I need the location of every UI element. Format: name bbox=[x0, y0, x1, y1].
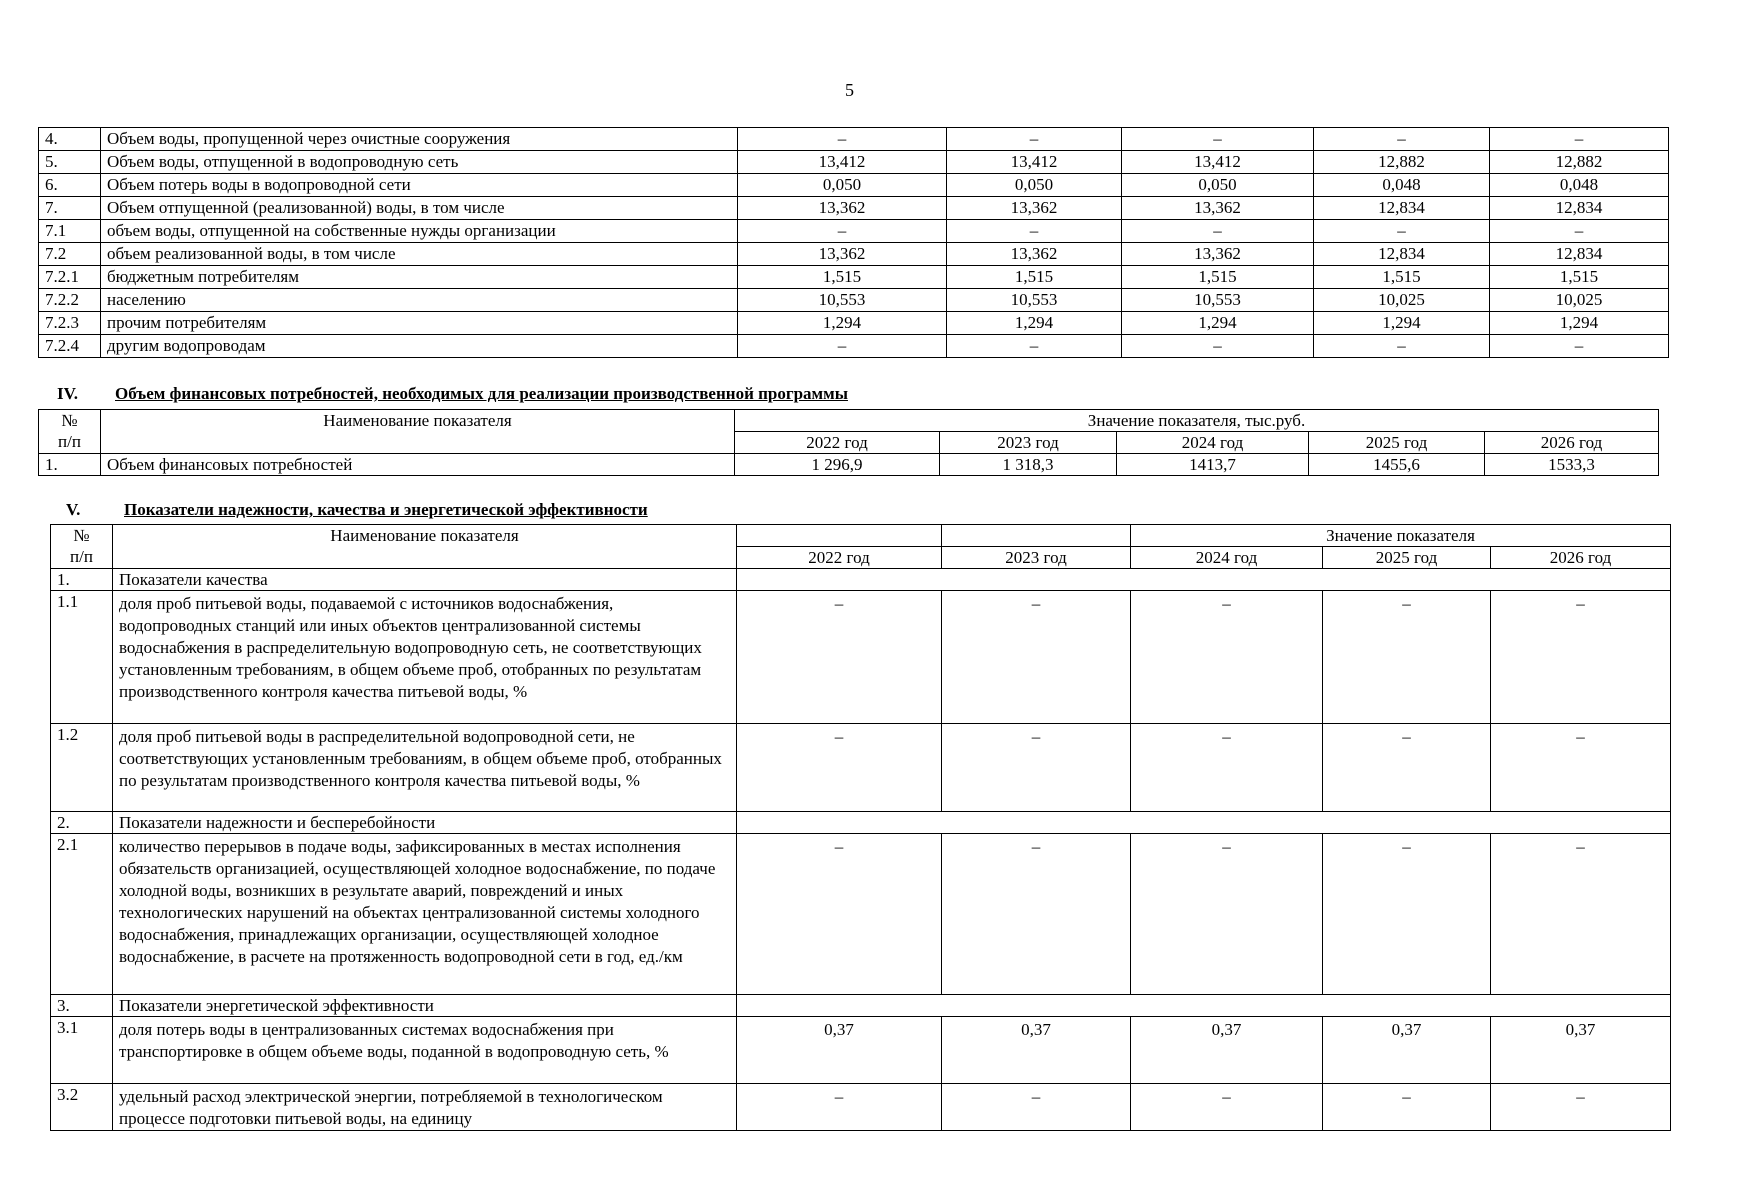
row-number: 4. bbox=[39, 128, 101, 151]
group-name: Показатели качества bbox=[113, 569, 737, 591]
row-value: – bbox=[1122, 128, 1314, 151]
row-value: 12,882 bbox=[1490, 151, 1669, 174]
row-value: – bbox=[1131, 834, 1323, 995]
row-value: 0,37 bbox=[942, 1017, 1131, 1084]
group-row bbox=[51, 569, 1671, 591]
group-row bbox=[51, 812, 1671, 834]
year-header: 2026 год bbox=[1485, 432, 1659, 454]
t3-header-num: № п/п bbox=[51, 525, 113, 569]
t2-header-values: Значение показателя, тыс.руб. bbox=[735, 410, 1659, 432]
table-row bbox=[39, 289, 1669, 312]
row-value: 13,362 bbox=[738, 243, 947, 266]
row-number: 7.2.1 bbox=[39, 266, 101, 289]
row-value: – bbox=[738, 335, 947, 358]
table-row bbox=[39, 266, 1669, 289]
row-value: 1,294 bbox=[1490, 312, 1669, 335]
year-header: 2024 год bbox=[1131, 547, 1323, 569]
row-name: доля потерь воды в централизованных системах водоснабжения при транспортировке в общем объеме воды, поданной в водопроводную сеть, % bbox=[113, 1017, 737, 1084]
table-row bbox=[39, 151, 1669, 174]
t3-header-values: Значение показателя bbox=[1131, 525, 1671, 547]
row-number: 7.2.4 bbox=[39, 335, 101, 358]
row-value: 0,050 bbox=[738, 174, 947, 197]
section-5-roman: V. bbox=[66, 500, 81, 519]
table-row bbox=[39, 335, 1669, 358]
row-value: 1,515 bbox=[738, 266, 947, 289]
row-number: 5. bbox=[39, 151, 101, 174]
group-row bbox=[51, 995, 1671, 1017]
row-value: – bbox=[737, 1084, 942, 1131]
row-value: 0,37 bbox=[1323, 1017, 1491, 1084]
row-value: 0,050 bbox=[1122, 174, 1314, 197]
row-number: 7.2.2 bbox=[39, 289, 101, 312]
table-row bbox=[39, 243, 1669, 266]
row-value: 10,553 bbox=[738, 289, 947, 312]
row-value: 13,362 bbox=[947, 197, 1122, 220]
row-value: 1,294 bbox=[947, 312, 1122, 335]
row-value: – bbox=[1490, 335, 1669, 358]
row-value: 0,37 bbox=[1131, 1017, 1323, 1084]
row-number: 1.2 bbox=[51, 724, 113, 812]
group-empty-cell bbox=[737, 995, 1671, 1017]
row-name: доля проб питьевой воды в распределительной водопроводной сети, не соответствующих установленным требованиям, в общем объеме проб, отобранных по результатам производственного контроля качества питьевой воды, % bbox=[113, 724, 737, 812]
page-number: 5 bbox=[845, 80, 854, 100]
row-value: – bbox=[1491, 834, 1671, 995]
row-value: 1,294 bbox=[738, 312, 947, 335]
row-value: 12,834 bbox=[1314, 197, 1490, 220]
row-value: – bbox=[1131, 591, 1323, 724]
row-value: 1533,3 bbox=[1485, 454, 1659, 476]
year-header: 2023 год bbox=[942, 547, 1131, 569]
row-value: – bbox=[1491, 1084, 1671, 1131]
row-name: доля проб питьевой воды, подаваемой с источников водоснабжения, водопроводных станций или иных объектов централизованной системы водоснабжения в распределительную водопроводную сеть, не соответствующих установленным требованиям, в общем объеме проб, отобранных по результатам производственного контроля качества питьевой воды, % bbox=[113, 591, 737, 724]
row-number: 1.1 bbox=[51, 591, 113, 724]
row-value: 13,412 bbox=[738, 151, 947, 174]
table-row bbox=[39, 174, 1669, 197]
row-value: – bbox=[1491, 591, 1671, 724]
row-value: 13,362 bbox=[947, 243, 1122, 266]
row-name: другим водопроводам bbox=[101, 335, 738, 358]
row-value: 0,048 bbox=[1314, 174, 1490, 197]
section-5-heading: Показатели надежности, качества и энергетической эффективности bbox=[124, 500, 648, 519]
table-row bbox=[51, 724, 1671, 812]
row-name: Объем воды, пропущенной через очистные сооружения bbox=[101, 128, 738, 151]
row-value: 12,834 bbox=[1490, 243, 1669, 266]
row-value: – bbox=[942, 591, 1131, 724]
year-header: 2025 год bbox=[1323, 547, 1491, 569]
row-value: – bbox=[1323, 591, 1491, 724]
reliability-table bbox=[50, 524, 1671, 1131]
table-row bbox=[51, 1017, 1671, 1084]
row-value: 10,553 bbox=[947, 289, 1122, 312]
table-row bbox=[51, 1084, 1671, 1131]
group-empty-cell bbox=[737, 569, 1671, 591]
table-row bbox=[39, 454, 1659, 476]
row-value: – bbox=[1131, 724, 1323, 812]
row-number: 1. bbox=[39, 454, 101, 476]
group-number: 1. bbox=[51, 569, 113, 591]
row-value: – bbox=[1323, 724, 1491, 812]
row-value: – bbox=[1323, 1084, 1491, 1131]
row-value: 1413,7 bbox=[1117, 454, 1309, 476]
row-value: – bbox=[942, 1084, 1131, 1131]
row-value: – bbox=[1314, 335, 1490, 358]
row-value: 10,553 bbox=[1122, 289, 1314, 312]
row-value: – bbox=[737, 724, 942, 812]
group-number: 2. bbox=[51, 812, 113, 834]
row-value: 13,362 bbox=[1122, 243, 1314, 266]
row-number: 7.2 bbox=[39, 243, 101, 266]
row-value: – bbox=[947, 335, 1122, 358]
row-value: – bbox=[1314, 128, 1490, 151]
row-value: 13,362 bbox=[1122, 197, 1314, 220]
row-number: 7. bbox=[39, 197, 101, 220]
row-value: – bbox=[1314, 220, 1490, 243]
section-4-title bbox=[57, 384, 848, 404]
row-value: 0,37 bbox=[737, 1017, 942, 1084]
row-value: 1,515 bbox=[1314, 266, 1490, 289]
row-number: 6. bbox=[39, 174, 101, 197]
row-value: 1455,6 bbox=[1309, 454, 1485, 476]
row-value: 1,294 bbox=[1314, 312, 1490, 335]
group-name: Показатели надежности и бесперебойности bbox=[113, 812, 737, 834]
group-number: 3. bbox=[51, 995, 113, 1017]
row-value: 12,882 bbox=[1314, 151, 1490, 174]
table-row bbox=[39, 220, 1669, 243]
row-value: 0,37 bbox=[1491, 1017, 1671, 1084]
row-name: количество перерывов в подаче воды, зафиксированных в местах исполнения обязательств организацией, осуществляющей холодное водоснабжение, по подаче холодной воды, возникших в результате аварий, повреждений и иных технологических нарушений на объектах централизованной системы холодного водоснабжения, принадлежащих организации, осуществляющей холодное водоснабжение, в расчете на протяженность водопроводной сети в год, ед./км bbox=[113, 834, 737, 995]
row-name: Объем потерь воды в водопроводной сети bbox=[101, 174, 738, 197]
row-name: Объем финансовых потребностей bbox=[101, 454, 735, 476]
row-value: 1,515 bbox=[947, 266, 1122, 289]
section-4-roman: IV. bbox=[57, 384, 78, 403]
water-volume-table bbox=[38, 127, 1669, 358]
row-value: 1 296,9 bbox=[735, 454, 940, 476]
row-value: 12,834 bbox=[1490, 197, 1669, 220]
year-header: 2023 год bbox=[940, 432, 1117, 454]
table-row bbox=[51, 591, 1671, 724]
row-name: удельный расход электрической энергии, потребляемой в технологическом процессе подготовки питьевой воды, на единицу bbox=[113, 1084, 737, 1131]
row-number: 3.2 bbox=[51, 1084, 113, 1131]
table-row bbox=[51, 834, 1671, 995]
row-value: 1,515 bbox=[1122, 266, 1314, 289]
section-5-title bbox=[66, 500, 648, 520]
row-name: Объем отпущенной (реализованной) воды, в том числе bbox=[101, 197, 738, 220]
row-name: объем реализованной воды, в том числе bbox=[101, 243, 738, 266]
row-value: 10,025 bbox=[1314, 289, 1490, 312]
row-value: 13,412 bbox=[1122, 151, 1314, 174]
row-value: – bbox=[1323, 834, 1491, 995]
group-empty-cell bbox=[737, 812, 1671, 834]
t3-header-name: Наименование показателя bbox=[113, 525, 737, 569]
row-number: 7.1 bbox=[39, 220, 101, 243]
row-name: Объем воды, отпущенной в водопроводную сеть bbox=[101, 151, 738, 174]
row-value: – bbox=[1122, 335, 1314, 358]
group-name: Показатели энергетической эффективности bbox=[113, 995, 737, 1017]
row-value: – bbox=[737, 591, 942, 724]
year-header: 2024 год bbox=[1117, 432, 1309, 454]
year-header: 2025 год bbox=[1309, 432, 1485, 454]
row-name: населению bbox=[101, 289, 738, 312]
row-number: 3.1 bbox=[51, 1017, 113, 1084]
table-row bbox=[39, 312, 1669, 335]
row-value: 13,362 bbox=[738, 197, 947, 220]
row-value: – bbox=[1490, 128, 1669, 151]
row-number: 2.1 bbox=[51, 834, 113, 995]
year-header: 2026 год bbox=[1491, 547, 1671, 569]
row-value: – bbox=[1490, 220, 1669, 243]
row-value: 13,412 bbox=[947, 151, 1122, 174]
t2-header-name: Наименование показателя bbox=[101, 410, 735, 454]
row-name: объем воды, отпущенной на собственные нужды организации bbox=[101, 220, 738, 243]
t3-header-blank-2 bbox=[942, 525, 1131, 547]
row-value: – bbox=[947, 128, 1122, 151]
table-row bbox=[39, 128, 1669, 151]
year-header: 2022 год bbox=[737, 547, 942, 569]
row-value: 10,025 bbox=[1490, 289, 1669, 312]
section-4-heading: Объем финансовых потребностей, необходимых для реализации производственной программы bbox=[115, 384, 848, 403]
row-value: – bbox=[1122, 220, 1314, 243]
t2-header-num: № п/п bbox=[39, 410, 101, 454]
row-name: бюджетным потребителям bbox=[101, 266, 738, 289]
t3-header-blank-1 bbox=[737, 525, 942, 547]
row-value: – bbox=[1491, 724, 1671, 812]
row-value: 1,294 bbox=[1122, 312, 1314, 335]
row-value: – bbox=[738, 220, 947, 243]
row-value: – bbox=[1131, 1084, 1323, 1131]
year-header: 2022 год bbox=[735, 432, 940, 454]
row-number: 7.2.3 bbox=[39, 312, 101, 335]
table-row bbox=[39, 197, 1669, 220]
row-value: – bbox=[942, 834, 1131, 995]
row-value: – bbox=[737, 834, 942, 995]
row-value: – bbox=[942, 724, 1131, 812]
row-name: прочим потребителям bbox=[101, 312, 738, 335]
row-value: – bbox=[738, 128, 947, 151]
row-value: 1,515 bbox=[1490, 266, 1669, 289]
row-value: 12,834 bbox=[1314, 243, 1490, 266]
row-value: 0,050 bbox=[947, 174, 1122, 197]
row-value: 1 318,3 bbox=[940, 454, 1117, 476]
row-value: – bbox=[947, 220, 1122, 243]
financial-needs-table bbox=[38, 409, 1659, 476]
row-value: 0,048 bbox=[1490, 174, 1669, 197]
